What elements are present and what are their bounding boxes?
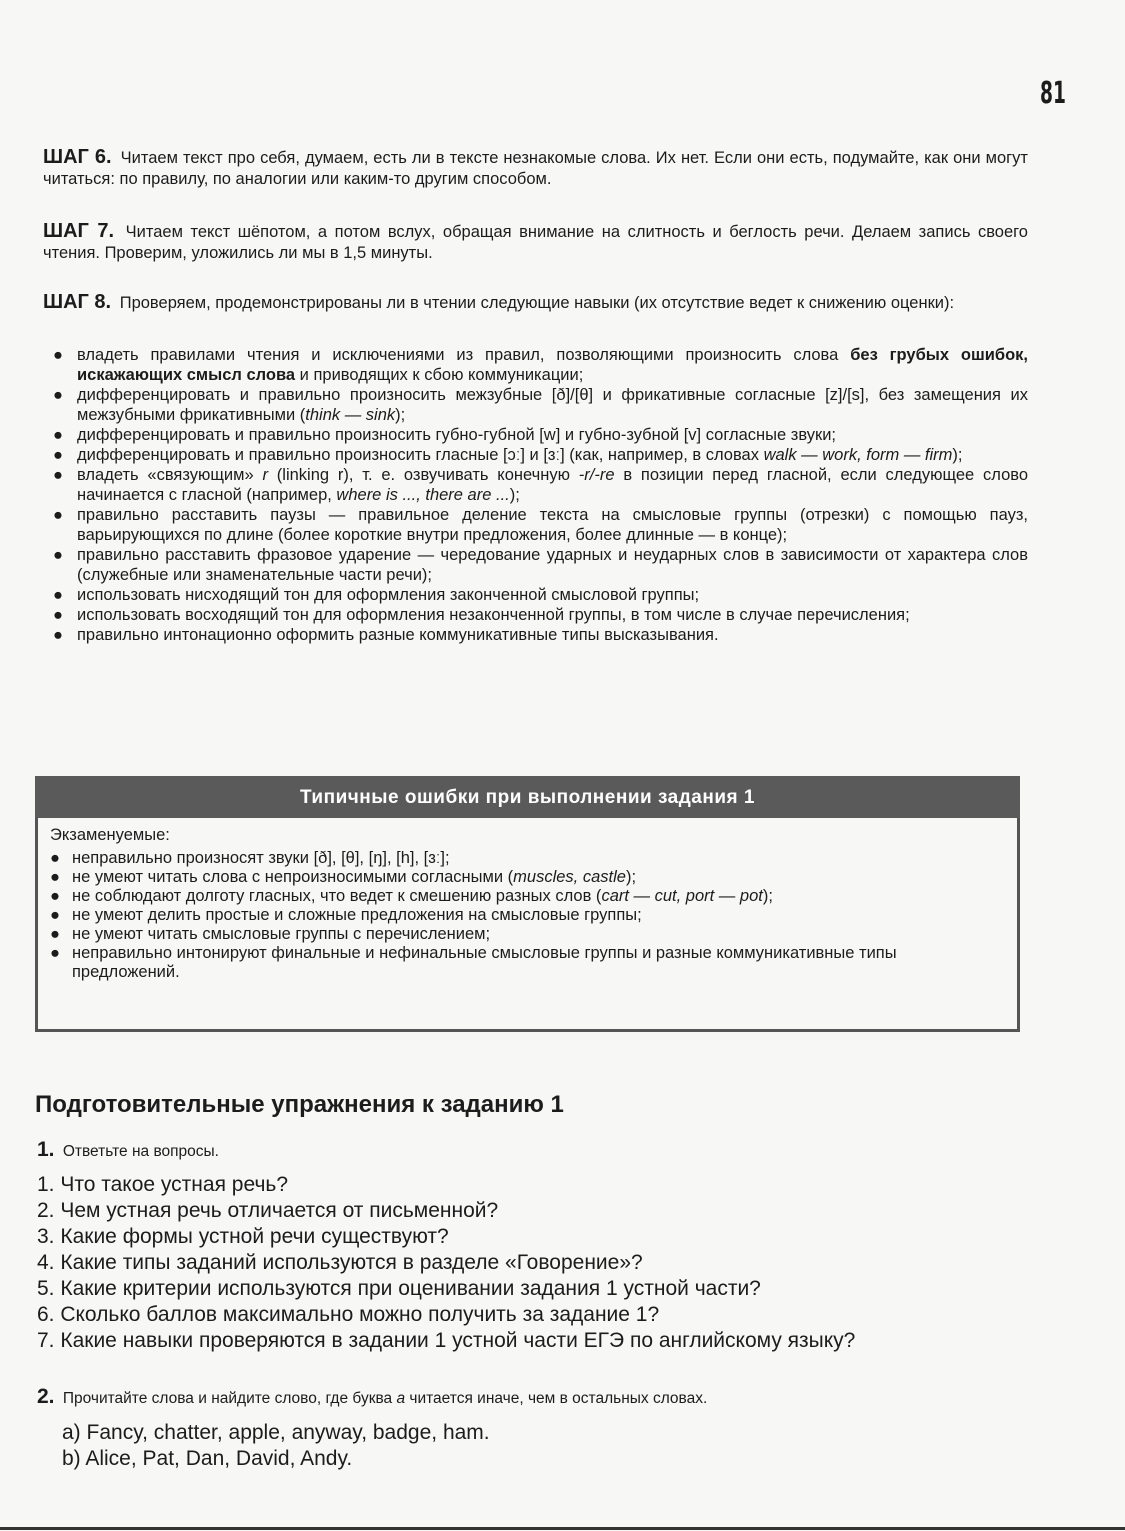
error-item bbox=[50, 925, 1003, 944]
word-set-item: b) Alice, Pat, Dan, David, Andy. bbox=[62, 1447, 353, 1470]
error-text: неправильно произносят звуки [ð], [θ], [ŋ], [h], [ɜː]; bbox=[72, 849, 450, 867]
questions-list bbox=[37, 1172, 855, 1354]
skill-text: владеть «связующим» bbox=[77, 466, 263, 484]
word-sets-list bbox=[62, 1420, 490, 1472]
skill-example: think — sink bbox=[305, 406, 396, 424]
bullet-icon: ● bbox=[53, 626, 63, 644]
bullet-icon: ● bbox=[50, 868, 60, 886]
error-item bbox=[50, 849, 1003, 868]
typical-errors-title: Типичные ошибки при выполнении задания 1 bbox=[35, 776, 1020, 818]
skill-item bbox=[53, 585, 1028, 605]
exercise-2-instruction: Прочитайте слова и найдите слово, где буква bbox=[62, 1390, 397, 1407]
error-text: не соблюдают долготу гласных, что ведет к смешению разных слов ( bbox=[72, 887, 602, 905]
bullet-icon: ● bbox=[53, 606, 63, 624]
bullet-icon: ● bbox=[53, 386, 63, 404]
bullet-icon: ● bbox=[53, 346, 63, 364]
question-item: 4. Какие типы заданий используются в разделе «Говорение»? bbox=[37, 1251, 643, 1274]
typical-errors-list bbox=[38, 849, 1017, 982]
skill-text: использовать нисходящий тон для оформления законченной смысловой группы; bbox=[77, 586, 700, 604]
exercise-1-heading bbox=[37, 1138, 219, 1162]
question-item: 2. Чем устная речь отличается от письменной? bbox=[37, 1199, 499, 1222]
error-text: не умеют делить простые и сложные предложения на смысловые группы; bbox=[72, 906, 642, 924]
skill-text: правильно расставить фразовое ударение — чередование ударных и неударных слов в зависимости от характера слов (служебные или знаменательные части речи); bbox=[77, 546, 1028, 584]
question-item: 6. Сколько баллов максимально можно получить за задание 1? bbox=[37, 1303, 660, 1326]
bullet-icon: ● bbox=[50, 849, 60, 867]
error-text: неправильно интонируют финальные и нефинальные смысловые группы и разные коммуникативные типы предложений. bbox=[72, 944, 897, 981]
page-number: 81 bbox=[1040, 76, 1066, 111]
error-text: не умеют читать смысловые группы с перечислением; bbox=[72, 925, 491, 943]
error-example: cart — cut, port — pot bbox=[601, 887, 763, 905]
bullet-icon: ● bbox=[53, 506, 63, 524]
error-text: не умеют читать слова с непроизносимыми согласными ( bbox=[72, 868, 514, 886]
typical-errors-box bbox=[35, 776, 1020, 1032]
skill-item bbox=[53, 465, 1028, 505]
error-item bbox=[50, 868, 1003, 887]
exercise-2-instruction-end: читается иначе, чем в остальных словах. bbox=[405, 1390, 708, 1407]
bullet-icon: ● bbox=[53, 446, 63, 464]
bullet-icon: ● bbox=[53, 546, 63, 564]
section-title: Подготовительные упражнения к заданию 1 bbox=[35, 1091, 564, 1118]
bullet-icon: ● bbox=[50, 906, 60, 924]
step-8-text: Проверяем, продемонстрированы ли в чтении следующие навыки (их отсутствие ведет к снижению оценки): bbox=[119, 294, 955, 312]
skill-text: ); bbox=[509, 486, 520, 504]
bullet-icon: ● bbox=[53, 466, 63, 484]
error-item bbox=[50, 944, 1003, 982]
step-6-label: ШАГ 6. bbox=[43, 146, 112, 168]
skill-emphasis: без грубых ошибок, искажающих смысл слова bbox=[77, 346, 1028, 384]
skill-example: where is ..., there are ... bbox=[336, 486, 510, 504]
step-6-text: Читаем текст про себя, думаем, есть ли в тексте незнакомые слова. Их нет. Если они есть, подумайте, как они могут читаться: по правилу, по аналогии или каким-то другим способом. bbox=[43, 149, 1028, 188]
bullet-icon: ● bbox=[53, 426, 63, 444]
skill-text: правильно расставить паузы — правильное деление текста на смысловые группы (отрезки) с помощью пауз, варьирующихся по длине (более короткие внутри предложения, более длинные — в конце); bbox=[77, 506, 1028, 544]
error-text: ); bbox=[762, 887, 773, 905]
footer-rule bbox=[0, 1527, 1125, 1530]
bullet-icon: ● bbox=[50, 925, 60, 943]
skill-item bbox=[53, 625, 1028, 645]
skill-example: walk — work, form — firm bbox=[763, 446, 953, 464]
word-set-item: a) Fancy, chatter, apple, anyway, badge, ham. bbox=[62, 1421, 490, 1444]
skill-text: использовать восходящий тон для оформления незаконченной группы, в том числе в случае перечисления; bbox=[77, 606, 910, 624]
skills-list bbox=[53, 345, 1028, 645]
skill-text: ); bbox=[952, 446, 963, 464]
exercise-2-letter: a bbox=[396, 1390, 406, 1407]
skill-text: дифференцировать и правильно произносить гласные [ɔː] и [ɜː] (как, например, в словах bbox=[77, 446, 764, 464]
skill-example: -r/-re bbox=[578, 466, 615, 484]
skill-example: r bbox=[262, 466, 268, 484]
step-7-text: Читаем текст шёпотом, а потом вслух, обращая внимание на слитность и беглость речи. Делаем запись своего чтения. Проверим, уложились ли мы в 1,5 минуты. bbox=[43, 223, 1028, 262]
bullet-icon: ● bbox=[50, 887, 60, 905]
skill-item bbox=[53, 505, 1028, 545]
question-item: 5. Какие критерии используются при оценивании задания 1 устной части? bbox=[37, 1277, 761, 1300]
skill-text: правильно интонационно оформить разные коммуникативные типы высказывания. bbox=[77, 626, 719, 644]
exercise-2-number: 2. bbox=[37, 1385, 55, 1408]
step-8-label: ШАГ 8. bbox=[43, 291, 112, 313]
skill-item bbox=[53, 605, 1028, 625]
error-text: ); bbox=[625, 868, 637, 886]
skill-item bbox=[53, 425, 1028, 445]
exercise-1-number: 1. bbox=[37, 1138, 55, 1161]
skill-item bbox=[53, 545, 1028, 585]
skill-text: в позиции перед гласной, если следующее слово начинается с гласной (например, bbox=[77, 466, 1029, 504]
question-item: 3. Какие формы устной речи существуют? bbox=[37, 1225, 449, 1248]
exercise-2-heading bbox=[37, 1385, 707, 1409]
skill-item bbox=[53, 385, 1028, 425]
question-item: 7. Какие навыки проверяются в задании 1 устной части ЕГЭ по английскому языку? bbox=[37, 1329, 856, 1352]
bullet-icon: ● bbox=[50, 944, 60, 962]
skill-text: дифференцировать и правильно произносить межзубные [ð]/[θ] и фрикативные согласные [z]/[s], без замещения их межзубными фрикативными ( bbox=[77, 386, 1028, 424]
skill-text: ); bbox=[395, 406, 406, 424]
bullet-icon: ● bbox=[53, 586, 63, 604]
skill-text: владеть правилами чтения и исключениями из правил, позволяющими произносить слова bbox=[77, 346, 851, 364]
error-item bbox=[50, 906, 1003, 925]
skill-text: (linking r), т. е. озвучивать конечную bbox=[267, 466, 579, 484]
skill-item bbox=[53, 345, 1028, 385]
step-7 bbox=[43, 221, 1028, 264]
step-8 bbox=[43, 292, 1028, 314]
error-item bbox=[50, 887, 1003, 906]
question-item: 1. Что такое устная речь? bbox=[37, 1173, 289, 1196]
skill-text: и приводящих к сбою коммуникации; bbox=[295, 366, 584, 384]
typical-errors-intro: Экзаменуемые: bbox=[50, 826, 170, 844]
exercise-1-instruction: Ответьте на вопросы. bbox=[62, 1143, 219, 1160]
skill-text: дифференцировать и правильно произносить губно-губной [w] и губно-зубной [v] согласные звуки; bbox=[77, 426, 837, 444]
step-7-label: ШАГ 7. bbox=[43, 220, 115, 242]
step-6 bbox=[43, 147, 1028, 190]
error-example: muscles, castle bbox=[513, 868, 626, 886]
skill-item bbox=[53, 445, 1028, 465]
